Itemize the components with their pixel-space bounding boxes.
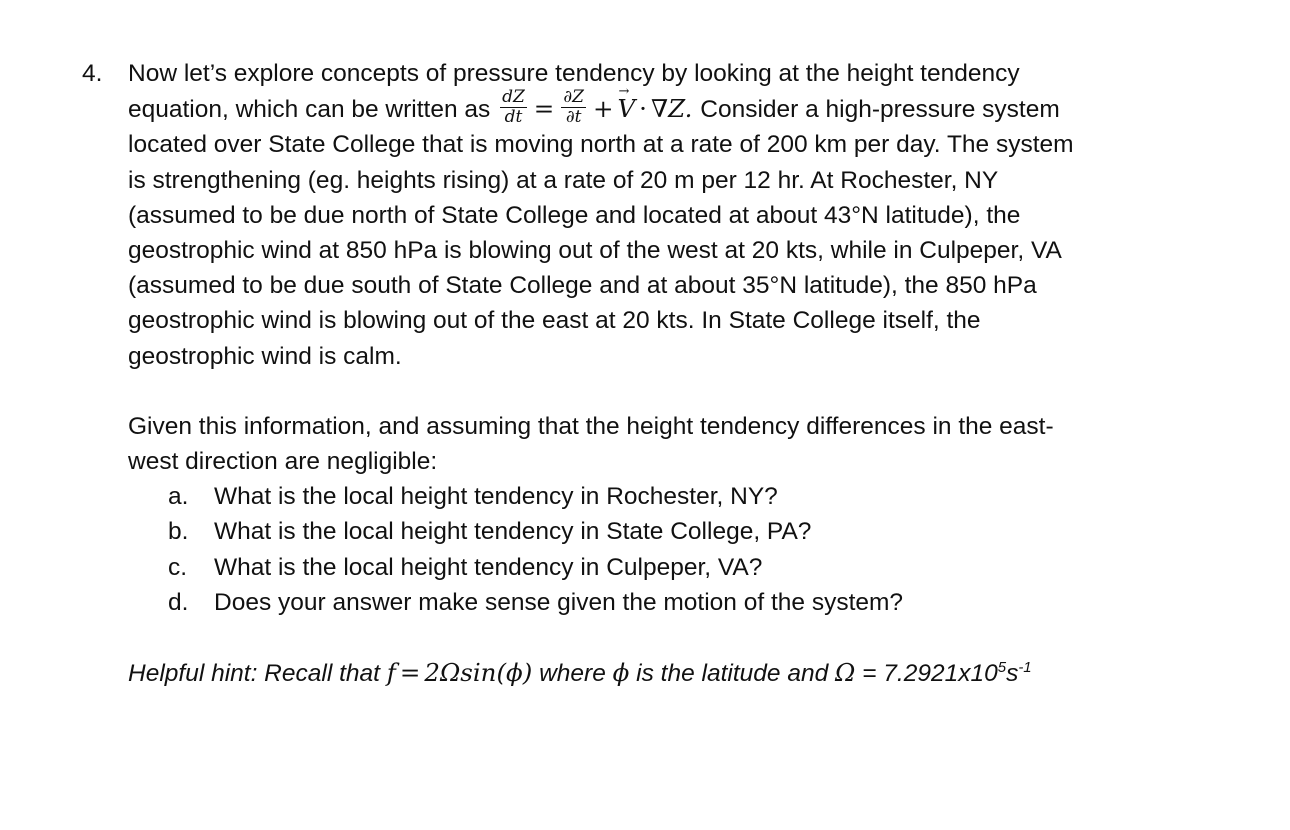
question-line-6: geostrophic wind at 850 hPa is blowing out of the west at 20 kts, while in Culpeper, VA [128,237,1062,265]
question-line-9: geostrophic wind is calm. [128,342,402,370]
question-number: 4. [82,60,103,87]
velocity-vector: → V [617,91,635,126]
question-4 [82,56,1162,374]
omega-exponent: 5 [997,658,1007,676]
question-text [128,56,1162,374]
question-line-7: (assumed to be due south of State College and at about 35°N latitude), the 850 hPa [128,272,1037,300]
subquestion-text: What is the local height tendency in State College, PA? [214,518,812,546]
height-tendency-equation [497,87,700,128]
subquestion-letter: c. [168,553,188,581]
subquestion-item [168,550,1162,585]
dot-operator: · [639,94,647,124]
subquestion-item [168,514,1162,549]
subquestion-item [168,479,1162,514]
gradient-term: ∇Z. [650,94,693,124]
equals-sign: = [533,94,555,124]
subquestion-text: What is the local height tendency in Rochester, NY? [214,483,778,511]
coriolis-symbol: f [386,658,396,688]
subquestion-text: What is the local height tendency in Culpeper, VA? [214,553,763,581]
subquestion-letter: d. [168,588,189,616]
subquestion-item [168,585,1162,620]
question-line-8: geostrophic wind is blowing out of the east at 20 kts. In State College itself, the [128,307,981,335]
hint-intro: Helpful hint: Recall that [128,660,380,688]
hint-equals: = [399,658,421,688]
partial-derivative-fraction [561,88,586,127]
given-line-1: Given this information, and assuming that the height tendency differences in the east- [128,412,1054,440]
question-line-1: Now let’s explore concepts of pressure tendency by looking at the height tendency [128,60,1020,87]
plus-sign: + [592,94,614,124]
given-line-2: west direction are negligible: [128,448,438,476]
unit-exponent: -1 [1018,658,1032,676]
partial-derivative-denominator: ∂t [565,107,582,128]
latitude-symbol: ϕ [612,658,630,688]
question-line-5: (assumed to be due north of State College and located at about 43°N latitude), the [128,201,1021,229]
total-derivative-denominator: dt [504,107,523,128]
question-line-4: is strengthening (eg. heights rising) at a rate of 20 m per 12 hr. At Rochester, NY [128,166,999,194]
question-line-3: located over State College that is moving north at a rate of 200 km per day. The system [128,131,1074,159]
subquestion-text: Does your answer make sense given the motion of the system? [214,588,904,616]
subquestion-list [82,479,1162,620]
hint-where: where [539,660,606,688]
partial-derivative-numerator: ∂Z [563,87,584,108]
helpful-hint [82,655,1162,691]
omega-unit: s [1006,660,1019,688]
omega-symbol: Ω [835,658,856,688]
total-derivative-fraction [500,88,527,127]
hint-latitude-text: is the latitude and [636,660,829,688]
given-paragraph [82,409,1162,479]
equation-outro: Consider a high-pressure system [700,96,1060,124]
assignment-document [82,56,1162,691]
coriolis-formula [387,658,533,687]
total-derivative-numerator: dZ [502,87,525,108]
question-line-2 [128,87,1162,128]
subquestion-letter: b. [168,518,189,546]
equation-intro: equation, which can be written as [128,96,491,124]
subquestion-letter: a. [168,483,189,511]
omega-value: = 7.2921x10 [855,660,998,688]
coriolis-expression: 2Ωsin(ϕ) [424,658,533,688]
